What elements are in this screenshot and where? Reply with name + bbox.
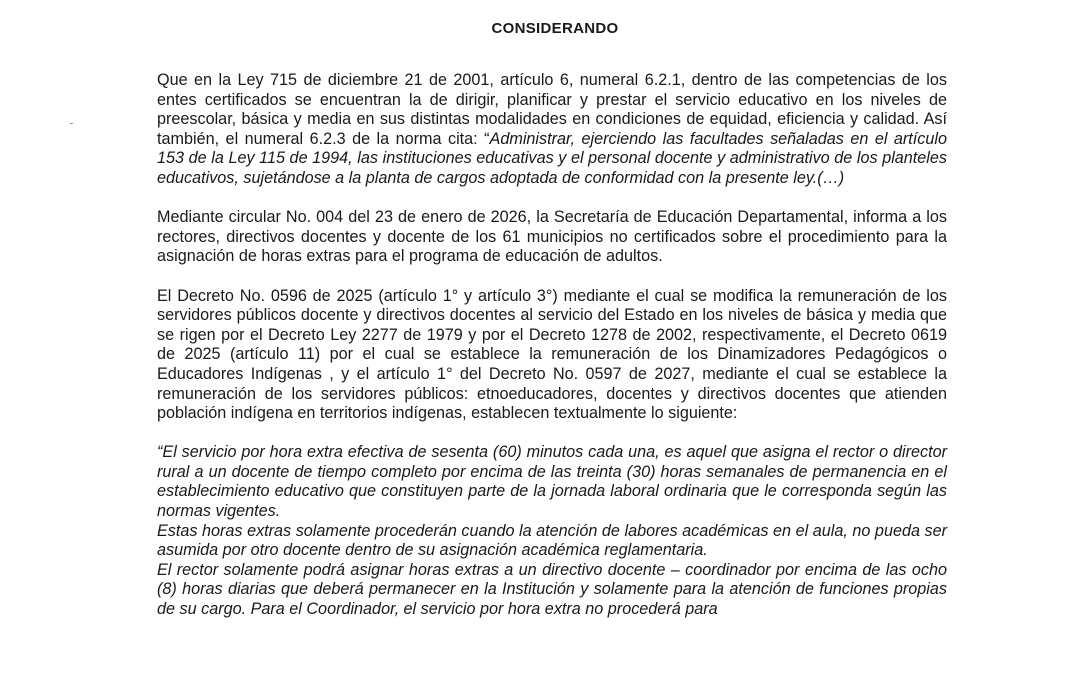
document-body bbox=[157, 71, 947, 620]
quote-horas-extras: Estas horas extras solamente procederán cuando la atención de labores académicas en el aula, no pueda ser asumida por otro docente dentro de su asignación académica reglamentaria. bbox=[157, 521, 947, 560]
paragraph-ley-715-text: Que en la Ley 715 de diciembre 21 de 2001, artículo 6, numeral 6.2.1, dentro de las competencias de los entes certificados se encuentran la de dirigir, planificar y prestar el servicio educativo en los niveles de preescolar, básica y media en sus distintas modalidades en condiciones de equidad, eficiencia y calidad. Así también, el numeral 6.2.3 de la norma cita: “ bbox=[157, 71, 947, 148]
paragraph-ley-715 bbox=[157, 71, 947, 189]
paragraph-circular: Mediante circular No. 004 del 23 de enero de 2026, la Secretaría de Educación Departamental, informa a los rectores, directivos docentes y docente de los 61 municipios no certificados sobre el procedimiento para la asignación de horas extras para el programa de educación de adultos. bbox=[157, 208, 947, 266]
paragraph-ley-715-quote: Administrar, ejerciendo las facultades señaladas en el artículo 153 de la Ley 115 de 1994, las instituciones educativas y el personal docente y administrativo de los planteles educativos, sujetándose a la planta de cargos adoptada de conformidad con la presente ley.(…) bbox=[157, 129, 948, 187]
quote-rector: El rector solamente podrá asignar horas extras a un directivo docente – coordinador por encima de las ocho (8) horas diarias que deberá permanecer en la Institución y solamente para la atención de funciones propias de su cargo. Para el Coordinador, el servicio por hora extra no procederá para bbox=[157, 560, 947, 619]
scan-speck bbox=[70, 123, 73, 124]
quote-hora-extra: “El servicio por hora extra efectiva de sesenta (60) minutos cada una, es aquel que asigna el rector o director rural a un docente de tiempo completo por encima de las treinta (30) horas semanales de permanencia en el establecimiento educativo que constituyen parte de la jornada laboral ordinaria que le corresponda según las normas vigentes. bbox=[157, 443, 947, 521]
document-heading: CONSIDERANDO bbox=[491, 20, 619, 37]
paragraph-decreto: El Decreto No. 0596 de 2025 (artículo 1° y artículo 3°) mediante el cual se modifica la remuneración de los servidores públicos docente y directivos docentes al servicio del Estado en los niveles de básica y media que se rigen por el Decreto Ley 2277 de 1979 y por el Decreto 1278 de 2002, respectivamente, el Decreto 0619 de 2025 (artículo 11) por el cual se establece la remuneración de los Dinamizadores Pedagógicos o Educadores Indígenas , y el artículo 1° del Decreto No. 0597 de 2027, mediante el cual se establece la remuneración de los servidores públicos: etnoeducadores, docentes y directivos docentes que atienden población indígena en territorios indígenas, establecen textualmente lo siguiente: bbox=[157, 286, 947, 423]
